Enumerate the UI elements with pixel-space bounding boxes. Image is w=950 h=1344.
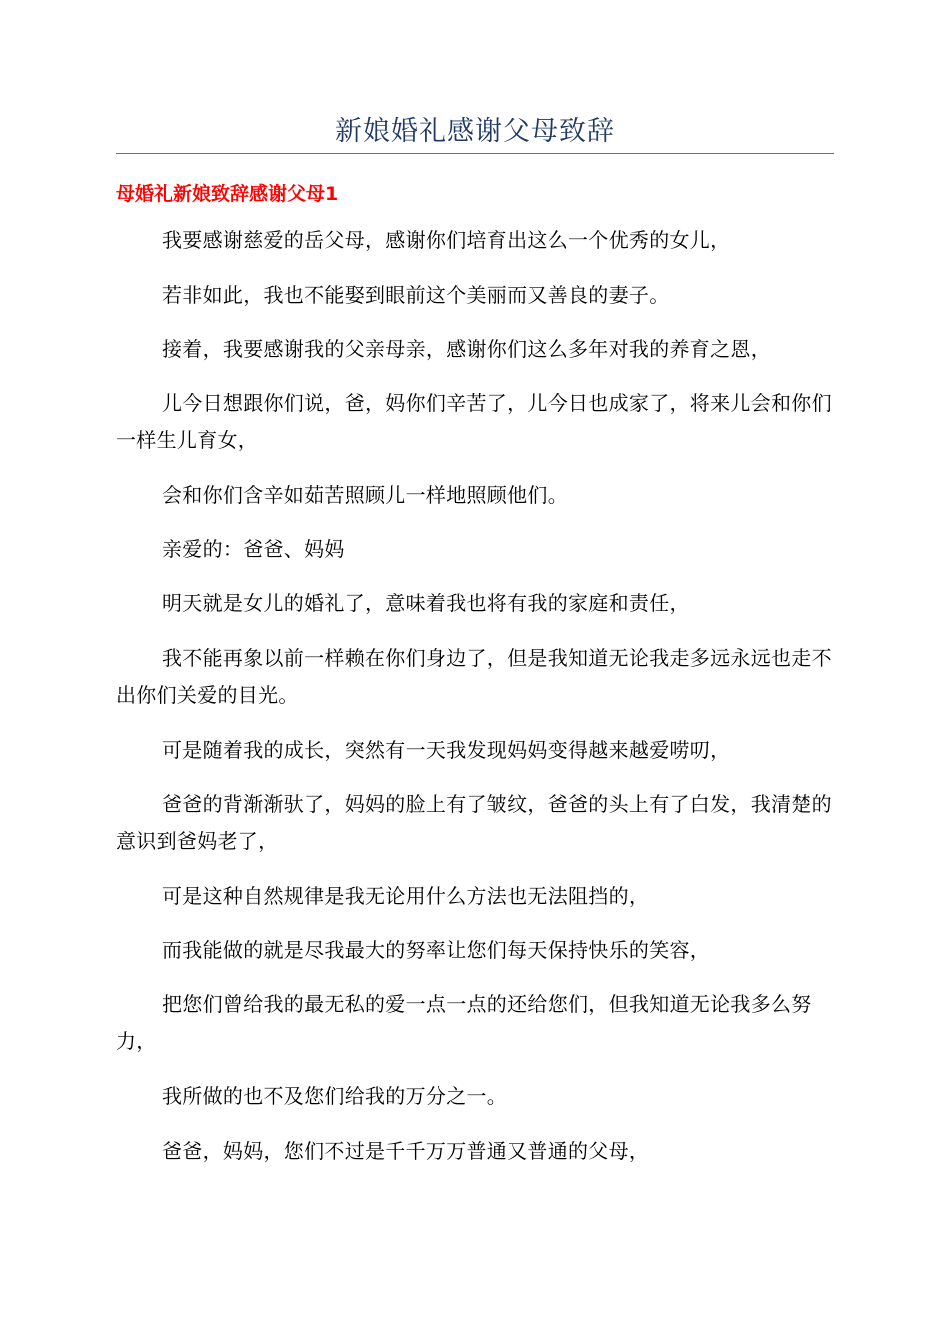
title-divider <box>116 153 834 154</box>
paragraph-6: 亲爱的：爸爸、妈妈 <box>162 537 345 561</box>
paragraph-2: 若非如此，我也不能娶到眼前这个美丽而又善良的妻子。 <box>162 283 670 307</box>
paragraph-12: 而我能做的就是尽我最大的努率让您们每天保持快乐的笑容， <box>162 938 711 962</box>
section-heading: 母婚礼新娘致辞感谢父母1 <box>116 183 339 205</box>
paragraph-10: 爸爸的背渐渐驮了，妈妈的脸上有了皱纹，爸爸的头上有了白发，我清楚的意识到爸妈老了， <box>116 792 832 853</box>
paragraph-13: 把您们曾给我的最无私的爱一点一点的还给您们，但我知道无论我多么努力， <box>116 992 812 1053</box>
paragraph-11: 可是这种自然规律是我无论用什么方法也无法阻挡的， <box>162 884 650 908</box>
paragraph-4: 儿今日想跟你们说，爸，妈你们辛苦了，儿今日也成家了，将来儿会和你们一样生儿育女， <box>116 391 832 452</box>
paragraph-3: 接着，我要感谢我的父亲母亲，感谢你们这么多年对我的养育之恩， <box>162 337 771 361</box>
paragraph-15: 爸爸，妈妈，您们不过是千千万万普通又普通的父母， <box>162 1139 650 1163</box>
document-title: 新娘婚礼感谢父母致辞 <box>335 116 615 147</box>
paragraph-7: 明天就是女儿的婚礼了，意味着我也将有我的家庭和责任， <box>162 591 690 615</box>
paragraph-5: 会和你们含辛如茹苦照顾儿一样地照顾他们。 <box>162 483 568 507</box>
paragraph-1: 我要感谢慈爱的岳父母，感谢你们培育出这么一个优秀的女儿， <box>162 228 731 252</box>
paragraph-9: 可是随着我的成长，突然有一天我发现妈妈变得越来越爱唠叨， <box>162 738 731 762</box>
paragraph-14: 我所做的也不及您们给我的万分之一。 <box>162 1084 508 1108</box>
paragraph-8: 我不能再象以前一样赖在你们身边了，但是我知道无论我走多远永远也走不出你们关爱的目光。 <box>116 646 832 707</box>
